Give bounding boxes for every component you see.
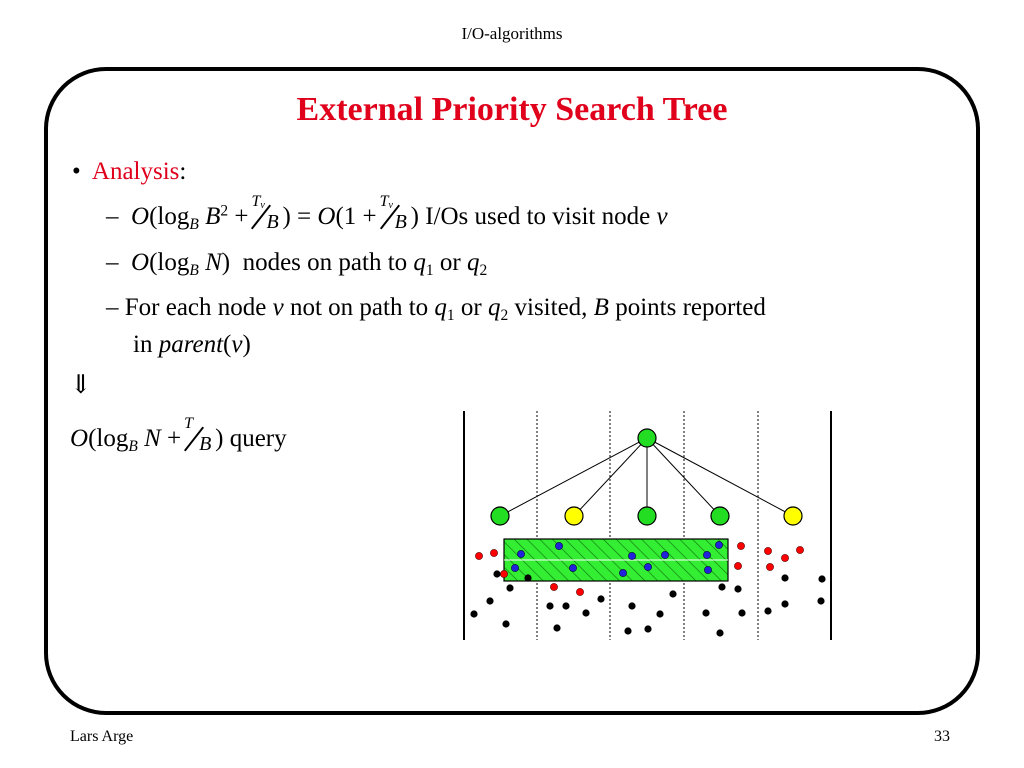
formula-visit: $O(\log_B$ $B^2$ + $T_v$ B ) = O(1 + $T_v$ B )	[131, 193, 419, 233]
formula-path: $O(\log_B$ N)	[131, 249, 231, 279]
child-node-4	[711, 507, 729, 525]
report-v: v	[272, 294, 284, 321]
visit-desc: I/Os used to visit node	[425, 203, 651, 230]
report-q2: q	[488, 294, 501, 321]
sub-bullet-report: – For each node v not on path to $q_1$ or $q_2$ visited, B points reported	[106, 294, 766, 324]
report-q1: q	[434, 294, 447, 321]
sub-bullet-report-line2: in parent(v)	[133, 331, 251, 358]
path-desc: nodes on path to	[242, 249, 408, 276]
slide-title: External Priority Search Tree	[296, 91, 728, 128]
formula-query: $O(\log_B$ N + T B )	[70, 415, 224, 455]
root-node	[638, 429, 656, 447]
child-node-2	[565, 507, 583, 525]
report-B: B	[593, 294, 609, 321]
report-or: or	[460, 294, 482, 321]
report-part4: points reported	[615, 294, 766, 321]
sub-bullet-path: – $O(\log_B$ N) nodes on path to $q_1$ or $q_2$	[106, 249, 488, 279]
header-title: I/O-algorithms	[461, 24, 563, 43]
report-parent-v: v	[231, 331, 243, 358]
report-part2: not on path to	[289, 294, 429, 321]
child-node-5	[784, 507, 802, 525]
dash-3: –	[106, 294, 119, 321]
report-part1: For each node	[124, 294, 267, 321]
analysis-colon: :	[179, 158, 187, 185]
tree-edges	[500, 438, 793, 516]
q1-var: q	[413, 249, 426, 276]
or-word-2: or	[439, 249, 461, 276]
report-in: in	[133, 331, 153, 358]
node-v: v	[656, 203, 668, 230]
dash-1: –	[106, 203, 119, 230]
report-part3: visited,	[514, 294, 588, 321]
child-node-1	[491, 507, 509, 525]
child-node-3	[638, 507, 656, 525]
report-parent: parent	[158, 331, 224, 358]
query-label: query	[229, 425, 287, 452]
footer-page-number: 33	[934, 728, 950, 745]
dash-2: –	[106, 249, 119, 276]
implies-arrow: ⇓	[70, 370, 92, 399]
bullet-mark: •	[72, 158, 81, 185]
q2-var: q	[466, 249, 480, 276]
footer-author: Lars Arge	[70, 728, 134, 745]
analysis-label: Analysis	[91, 158, 180, 185]
